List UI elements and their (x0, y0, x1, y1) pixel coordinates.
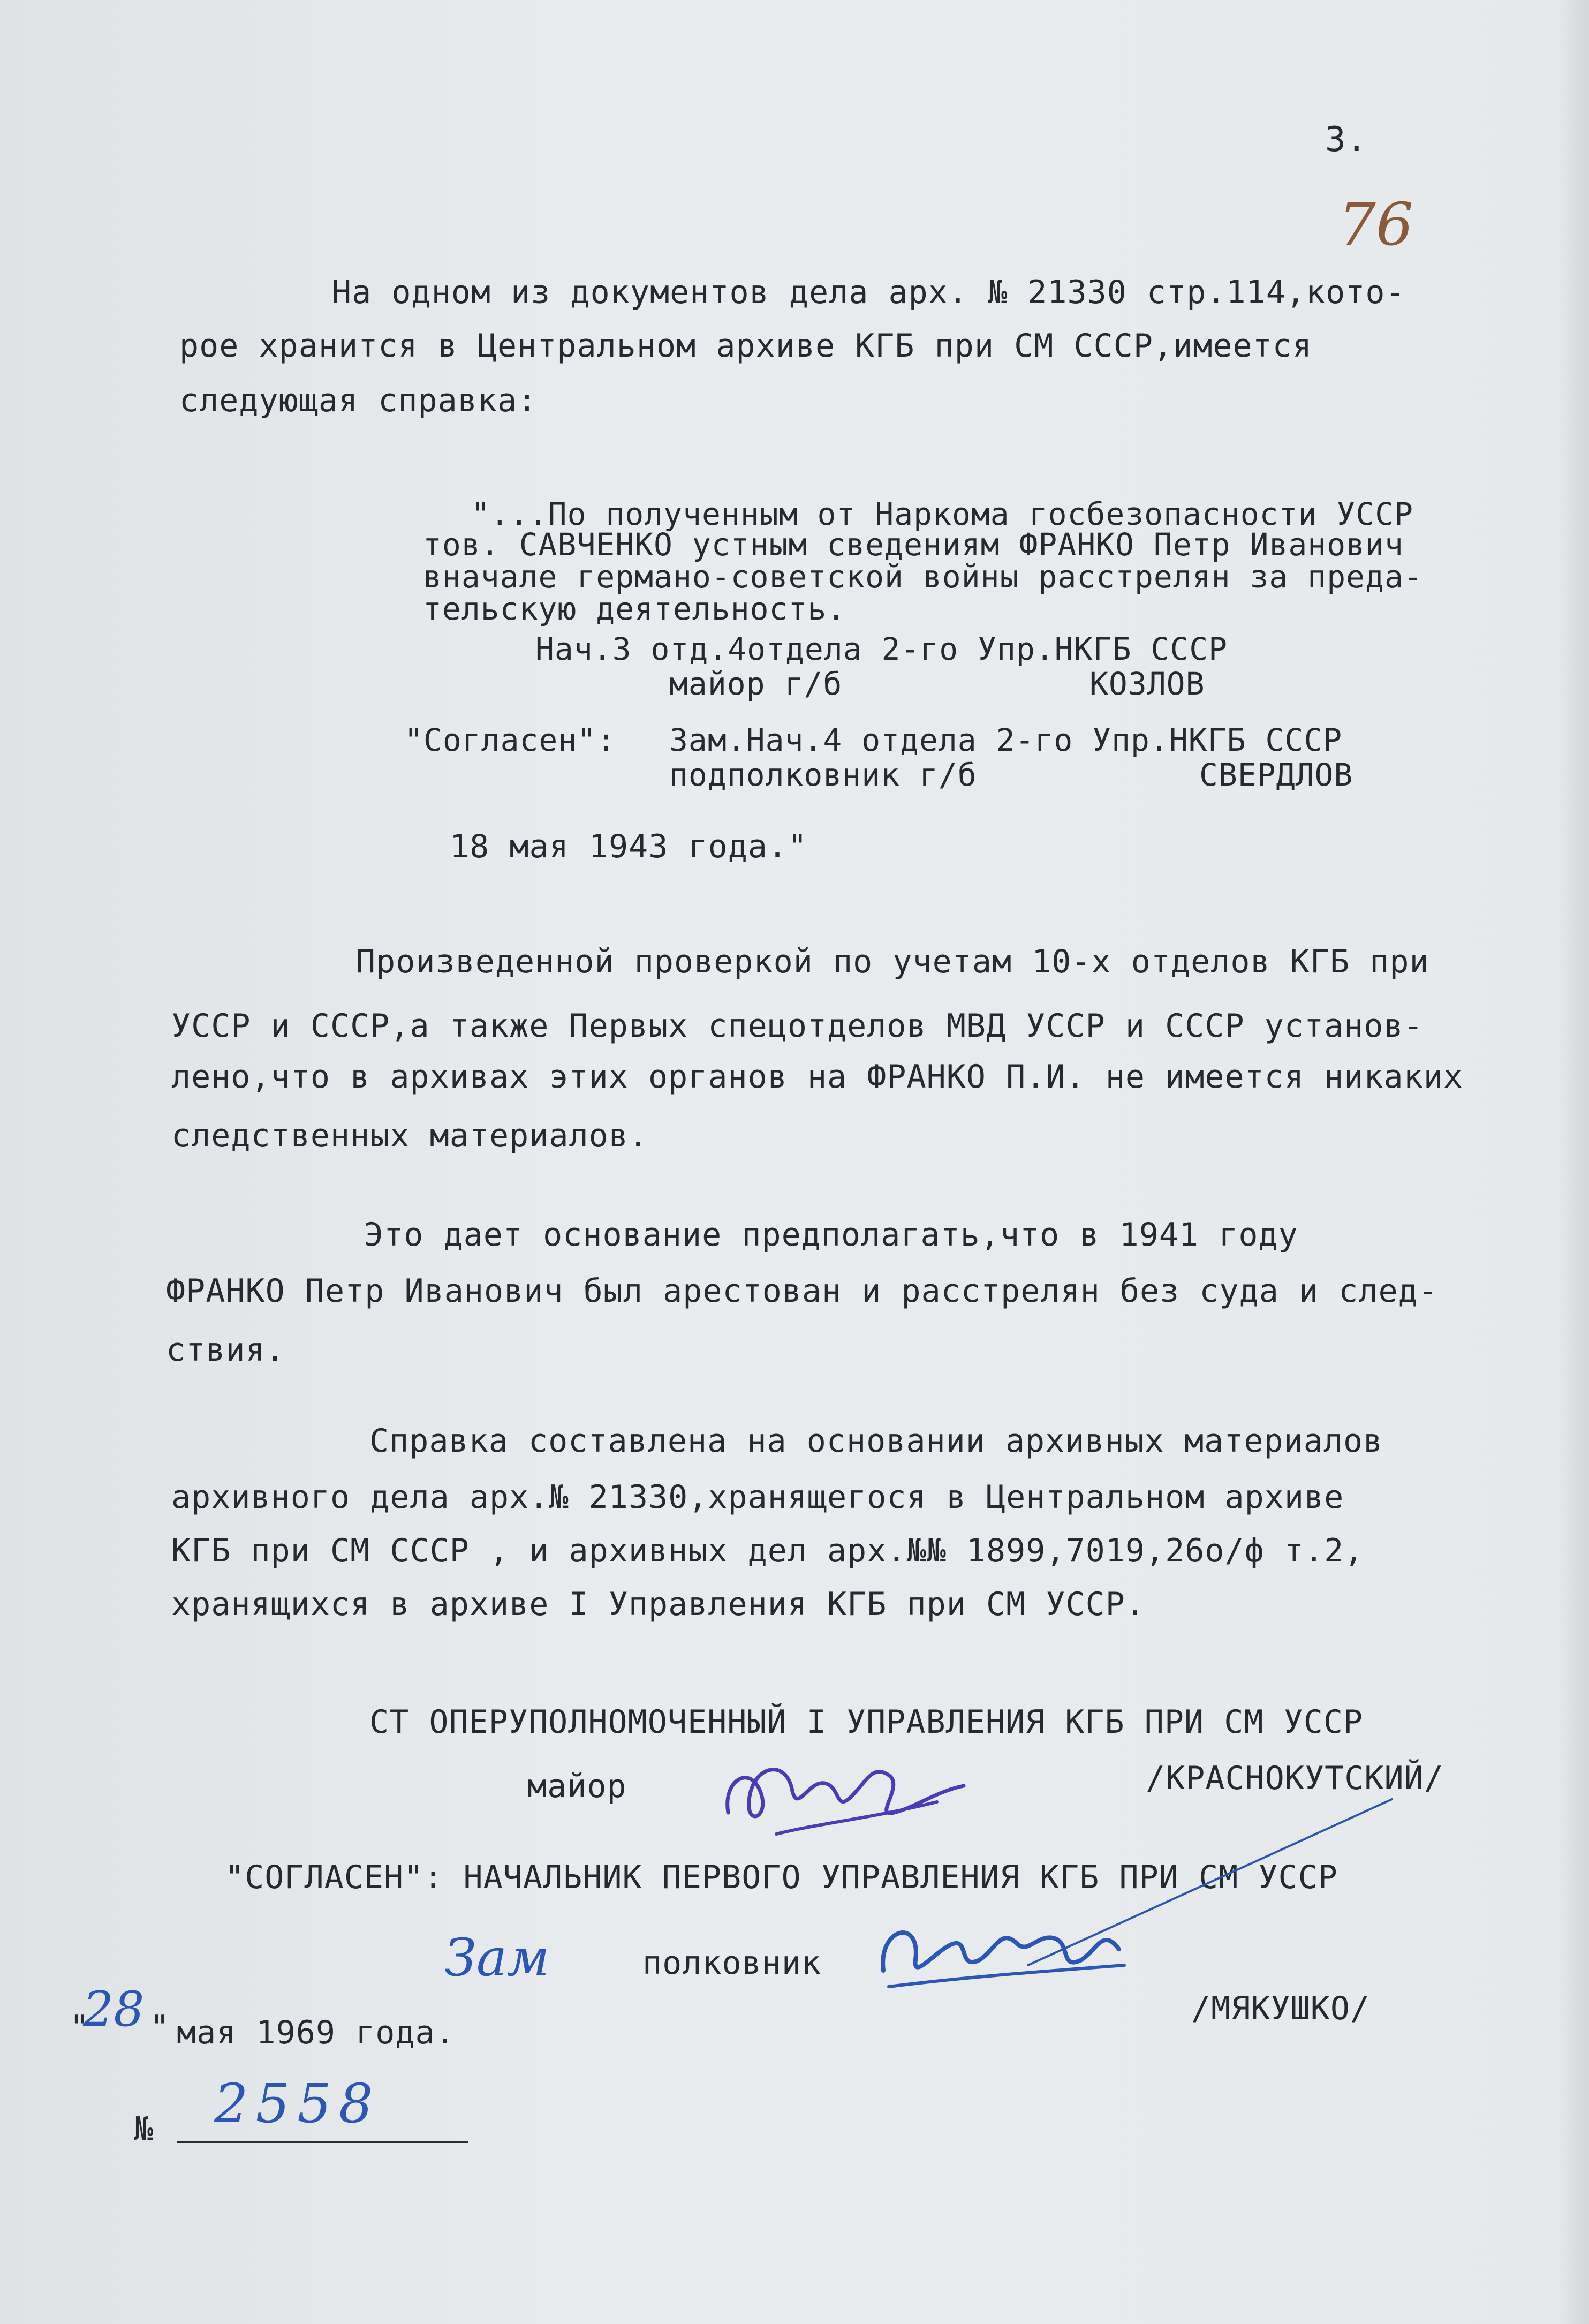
para1-line-2: рое хранится в Центральном архиве КГБ при СМ СССР,имеется (179, 327, 1313, 365)
quote-line-1: "...По полученным от Наркома госбезопасности УССР (471, 496, 1414, 532)
para3-line-2: ФРАНКО Петр Иванович был арестован и расстрелян без суда и след- (166, 1272, 1438, 1310)
footer-number-underline (177, 2141, 468, 2143)
para3-line-3: ствия. (166, 1331, 285, 1369)
para3-line-1: Это дает основание предполагать,что в 1941 году (364, 1216, 1298, 1254)
para2-line-2: УССР и СССР,а также Первых спецотделов МВД УССР и СССР установ- (171, 1007, 1424, 1045)
para2-line-3: лено,что в архивах этих органов на ФРАНКО П.И. не имеется никаких (171, 1058, 1463, 1096)
para4-line-3: КГБ при СМ СССР , и архивных дел арх.№№ 1899,7019,26о/ф т.2, (171, 1532, 1364, 1570)
quote-sig2-label: "Согласен": (404, 722, 616, 758)
page-number: 3. (1325, 120, 1368, 160)
quote-line-2: тов. САВЧЕНКО устным сведениям ФРАНКО Петр Иванович (423, 526, 1404, 563)
signatory-title: СТ ОПЕРУПОЛНОМОЧЕННЫЙ I УПРАВЛЕНИЯ КГБ ПРИ СМ УССР (369, 1703, 1364, 1741)
quote-sig1-line: Нач.3 отд.4отдела 2-го Упр.НКГБ СССР (535, 631, 1228, 667)
para2-line-1: Произведенной проверкой по учетам 10-х отделов КГБ при (356, 943, 1429, 980)
footer-date-close-quote: " (150, 2009, 170, 2046)
approval-handwritten-prefix: Зам (444, 1928, 550, 1988)
para4-line-1: Справка составлена на основании архивных материалов (369, 1422, 1383, 1460)
footer-number-label: № (134, 2110, 154, 2148)
footer-date-day: 28 (83, 1981, 145, 2038)
footer-number-value: 2558 (214, 2072, 381, 2135)
para1-line-1: На одном из документов дела арх. № 21330 стр.114,кото- (332, 274, 1405, 311)
page-edge-shadow (1557, 0, 1589, 2324)
signatory-name: /КРАСНОКУТСКИЙ/ (1146, 1760, 1444, 1797)
quote-date: 18 мая 1943 года." (450, 828, 808, 865)
approval-name: /МЯКУШКО/ (1191, 1990, 1371, 2027)
signatory-rank: майор (527, 1768, 627, 1805)
footer-date-open-quote: " (70, 2009, 90, 2046)
folio-mark: 76 (1338, 190, 1413, 259)
quote-line-3: вначале германо-советской войны расстрелян за преда- (423, 559, 1423, 595)
quote-sig2-line: Зам.Нач.4 отдела 2-го Упр.НКГБ СССР (669, 722, 1343, 758)
para2-line-4: следственных материалов. (171, 1117, 648, 1155)
para4-line-4: хранящихся в архиве I Управления КГБ при СМ УССР. (171, 1586, 1146, 1623)
signature-myakushko (867, 1789, 1403, 2024)
quote-sig2-name: СВЕРДЛОВ (1199, 757, 1353, 793)
quote-line-4: тельскую деятельность. (423, 591, 846, 627)
approval-rank: полковник (642, 1944, 822, 1982)
approval-label: "СОГЛАСЕН": НАЧАЛЬНИК ПЕРВОГО УПРАВЛЕНИЯ КГБ ПРИ СМ УССР (225, 1859, 1338, 1896)
para4-line-2: архивного дела арх.№ 21330,хранящегося в Центральном архиве (171, 1478, 1344, 1516)
quote-sig1-rank: майор г/б (669, 666, 843, 702)
footer-date-rest: мая 1969 года. (177, 2014, 455, 2051)
para1-line-3: следующая справка: (179, 382, 538, 419)
quote-sig2-rank: подполковник г/б (669, 757, 977, 793)
quote-sig1-name: КОЗЛОВ (1089, 666, 1205, 702)
